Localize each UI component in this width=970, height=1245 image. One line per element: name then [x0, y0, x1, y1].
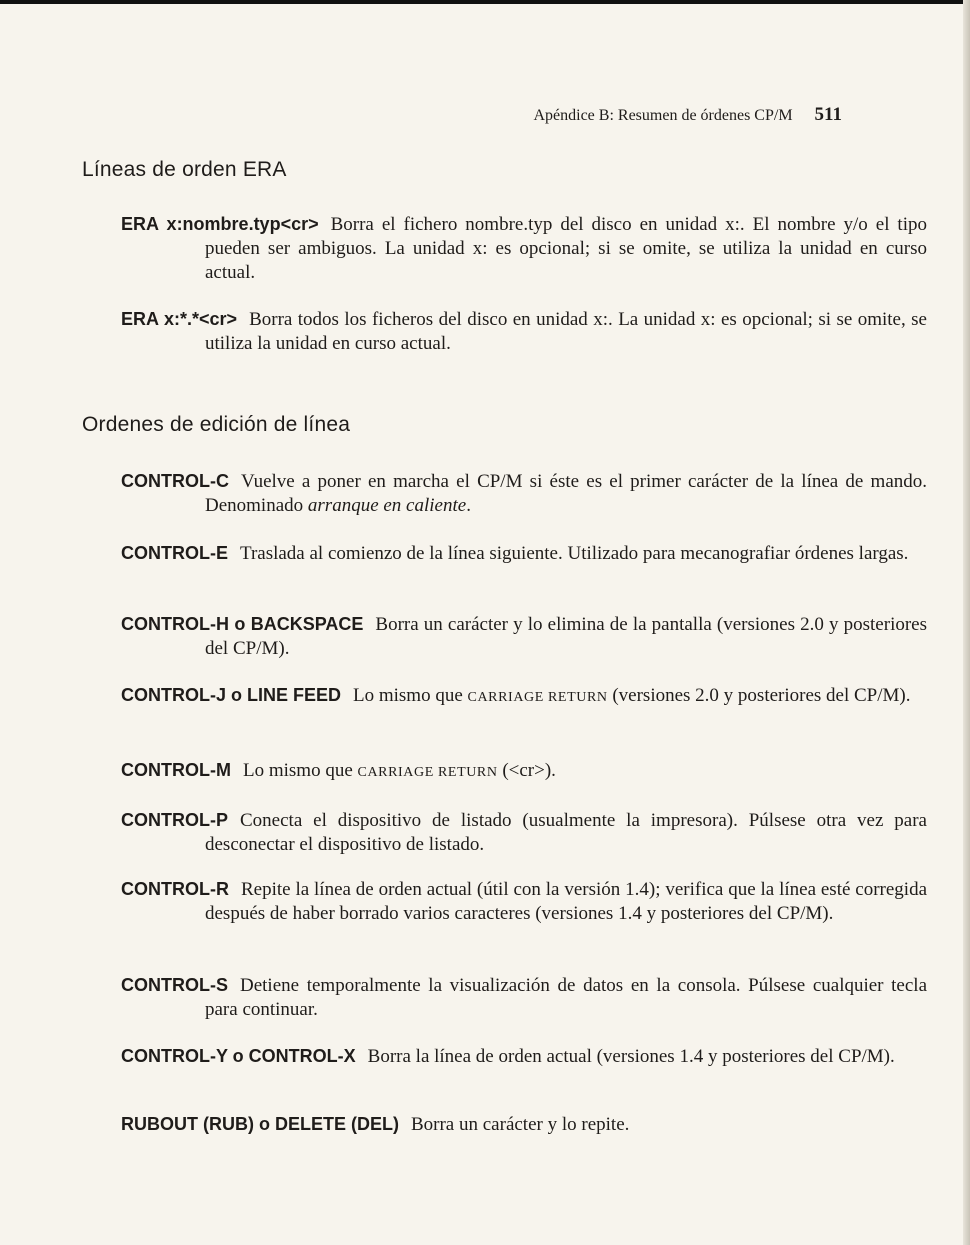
command-name: CONTROL-C [121, 471, 229, 491]
command-entry [121, 307, 927, 356]
command-name: CONTROL-E [121, 543, 228, 563]
small-caps-term: CARRIAGE RETURN [357, 765, 498, 780]
command-name: CONTROL-J o LINE FEED [121, 685, 341, 705]
command-description: Vuelve a poner en marcha el CP/M si éste es el primer carácter de la línea de mando. Denominado [205, 471, 927, 516]
command-description: Borra todos los ficheros del disco en unidad x:. La unidad x: es opcional; si se omite, se utiliza la unidad en curso actual. [205, 309, 927, 354]
command-description: Borra un carácter y lo elimina de la pantalla (versiones 2.0 y posteriores del CP/M). [205, 614, 927, 659]
command-description: Repite la línea de orden actual (útil con la versión 1.4); verifica que la línea esté corregida después de haber borrado varios caracteres (versiones 1.4 y posteriores del CP/M). [205, 879, 927, 924]
small-caps-term: CARRIAGE RETURN [467, 690, 608, 705]
command-entry [121, 877, 927, 926]
running-head [0, 104, 842, 126]
command-name: CONTROL-M [121, 760, 231, 780]
command-description: Borra el fichero nombre.typ del disco en unidad x:. El nombre y/o el tipo pueden ser ambiguos. La unidad x: es opcional; si se omite, se utiliza la unidad en curso actual. [205, 214, 927, 283]
command-entry [121, 212, 927, 285]
command-entry [121, 808, 927, 857]
command-name: CONTROL-H o BACKSPACE [121, 614, 364, 634]
command-description: Lo mismo que [242, 760, 358, 781]
command-name: RUBOUT (RUB) o DELETE (DEL) [121, 1114, 399, 1134]
section-title-era: Líneas de orden ERA [82, 158, 287, 181]
command-description: Borra un carácter y lo repite. [410, 1114, 630, 1135]
running-title: Apéndice B: Resumen de órdenes CP/M [533, 107, 793, 124]
page-right-edge [963, 0, 970, 1245]
italic-term: arranque en caliente [307, 495, 467, 516]
command-description: Borra la línea de orden actual (versiones 1.4 y posteriores del CP/M). [367, 1046, 895, 1067]
command-description-end: (<cr>). [497, 760, 556, 781]
command-entry [121, 683, 927, 710]
command-description-end: (versiones 2.0 y posteriores del CP/M). [607, 685, 911, 706]
command-name: ERA x:*.*<cr> [121, 309, 238, 329]
command-entry [121, 541, 927, 566]
command-description: Detiene temporalmente la visualización de datos en la consola. Púlsese cualquier tecla para continuar. [205, 975, 927, 1020]
command-description: Traslada al comienzo de la línea siguiente. Utilizado para mecanografiar órdenes largas. [240, 543, 909, 564]
command-description-end: . [466, 495, 471, 516]
command-name: CONTROL-P [121, 810, 228, 830]
command-entry [121, 1044, 927, 1069]
page-number: 511 [814, 104, 842, 125]
command-entry [121, 1112, 927, 1137]
command-entry [121, 469, 927, 518]
command-description: Lo mismo que [353, 685, 468, 706]
command-entry [121, 973, 927, 1022]
command-name: CONTROL-S [121, 975, 228, 995]
section-title-line-editing: Ordenes de edición de línea [82, 413, 351, 436]
command-name: CONTROL-Y o CONTROL-X [121, 1046, 356, 1066]
command-name: CONTROL-R [121, 879, 229, 899]
command-name: ERA x:nombre.typ<cr> [121, 214, 319, 234]
command-entry [121, 758, 927, 785]
command-entry [121, 612, 927, 661]
command-description: Conecta el dispositivo de listado (usualmente la impresora). Púlsese otra vez para desconectar el dispositivo de listado. [205, 810, 927, 855]
page-top-border [0, 0, 970, 4]
